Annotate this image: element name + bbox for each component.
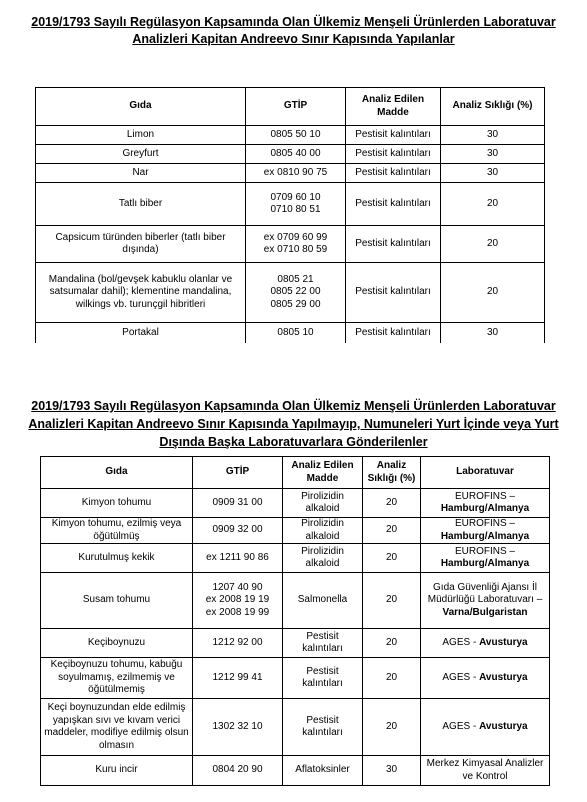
lab-location: Avusturya: [479, 720, 528, 732]
cell-laboratuvar: [421, 544, 550, 573]
cell-gtip: 1302 32 10: [193, 699, 283, 756]
cell-siklik: 20: [363, 518, 421, 544]
cell-siklik: 20: [441, 183, 545, 226]
cell-madde: Pestisit kalıntıları: [346, 263, 441, 323]
cell-madde: Pestisit kalıntıları: [283, 699, 363, 756]
cell-siklik: 20: [363, 489, 421, 518]
cell-siklik: 30: [363, 756, 421, 786]
cell-gida: Mandalina (bol/gevşek kabuklu olanlar ve satsumalar dahil); klementine mandalina, wilkings vb. turunçgil hibritleri: [36, 263, 246, 323]
table-row: [41, 573, 550, 629]
lab-location: Varna/Bulgaristan: [442, 606, 528, 618]
gtip-code: ex 0710 80 59: [263, 244, 328, 255]
cell-gtip: 0804 20 90: [193, 756, 283, 786]
cell-laboratuvar: [421, 518, 550, 544]
cell-madde: Pirolizidin alkaloid: [283, 518, 363, 544]
section2-title-line1: 2019/1793 Sayılı Regülasyon Kapsamında Olan Ülkemiz Menşeli Ürünlerden Laboratuvar: [31, 399, 556, 413]
cell-siklik: 30: [441, 164, 545, 183]
lab-location: Hamburg/Almanya: [440, 530, 530, 542]
cell-gida: Keçiboynuzu: [41, 629, 193, 658]
cell-madde: Pestisit kalıntıları: [346, 164, 441, 183]
gtip-code: ex 2008 19 99: [205, 606, 270, 618]
cell-gida: Kuru incir: [41, 756, 193, 786]
section1-title: [10, 14, 577, 48]
header-siklik: Analiz Sıklığı (%): [363, 457, 421, 489]
table-row: [36, 164, 545, 183]
cell-gida: Nar: [36, 164, 246, 183]
cell-madde: Pestisit kalıntıları: [346, 323, 441, 343]
section1-title-line1: 2019/1793 Sayılı Regülasyon Kapsamında Olan Ülkemiz Menşeli Ürünlerden Laboratuvar: [31, 15, 556, 29]
lab-name: AGES -: [442, 636, 477, 648]
table-header-row: [41, 457, 550, 489]
lab-name: EUROFINS –: [454, 545, 515, 557]
lab-location: Hamburg/Almanya: [440, 558, 530, 569]
lab-name: AGES -: [442, 671, 477, 683]
cell-madde: Pirolizidin alkaloid: [283, 544, 363, 573]
table-row: [36, 183, 545, 226]
section2-title: [10, 397, 577, 451]
table-row: [36, 226, 545, 263]
header-madde: Analiz Edilen Madde: [283, 457, 363, 489]
lab-name: AGES -: [442, 720, 477, 732]
cell-madde: Aflatoksinler: [283, 756, 363, 786]
cell-gida: Limon: [36, 126, 246, 145]
gtip-code: 0805 29 00: [270, 298, 321, 310]
cell-laboratuvar: [421, 573, 550, 629]
gtip-code: 0805 21: [277, 273, 314, 285]
analysis-table-border: [35, 87, 545, 343]
cell-gtip: [246, 263, 346, 323]
gtip-code: ex 0709 60 99: [263, 231, 328, 243]
cell-madde: Pestisit kalıntıları: [283, 629, 363, 658]
table-row: [41, 518, 550, 544]
cell-siklik: 20: [363, 629, 421, 658]
cell-madde: Pestisit kalıntıları: [346, 226, 441, 263]
cell-gtip: [246, 183, 346, 226]
cell-madde: Pestisit kalıntıları: [346, 126, 441, 145]
table-row: [36, 145, 545, 164]
header-laboratuvar: Laboratuvar: [421, 457, 550, 489]
header-madde: Analiz Edilen Madde: [346, 88, 441, 126]
cell-siklik: 20: [363, 699, 421, 756]
cell-madde: Pestisit kalıntıları: [346, 145, 441, 164]
cell-gida: Kimyon tohumu, ezilmiş veya öğütülmüş: [41, 518, 193, 544]
cell-siklik: 20: [363, 544, 421, 573]
cell-gida: Capsicum türünden biberler (tatlı biber dışında): [36, 226, 246, 263]
cell-gtip: ex 1211 90 86: [193, 544, 283, 573]
table-row: [41, 629, 550, 658]
cell-laboratuvar: [421, 629, 550, 658]
cell-gida: Kurutulmuş kekik: [41, 544, 193, 573]
table-row: [41, 544, 550, 573]
cell-gtip: 1212 99 41: [193, 658, 283, 699]
header-gtip: GTİP: [246, 88, 346, 126]
lab-location: Hamburg/Almanya: [440, 503, 530, 514]
section2-title-line2: Analizleri Kapitan Andreevo Sınır Kapısında Yapılmayıp, Numuneleri Yurt İçinde veya Yurt: [28, 417, 559, 431]
cell-gtip: ex 0810 90 75: [246, 164, 346, 183]
cell-gtip: 1212 92 00: [193, 629, 283, 658]
cell-siklik: 30: [441, 126, 545, 145]
cell-siklik: 20: [441, 226, 545, 263]
table-row: [36, 263, 545, 323]
cell-gtip: [246, 226, 346, 263]
table-row: [41, 489, 550, 518]
cell-gida: Greyfurt: [36, 145, 246, 164]
cell-siklik: 20: [363, 658, 421, 699]
table-row: [36, 126, 545, 145]
cell-laboratuvar: [421, 658, 550, 699]
lab-referral-table: [40, 456, 550, 786]
table-row: [41, 699, 550, 756]
cell-siklik: 30: [441, 323, 545, 343]
cell-siklik: 20: [441, 263, 545, 323]
lab-name: Gıda Güvenliği Ajansı İl Müdürlüğü Laboratuvarı –: [427, 581, 543, 606]
table-row: [36, 323, 545, 343]
cell-gida: Susam tohumu: [41, 573, 193, 629]
cell-gtip: 0805 40 00: [246, 145, 346, 164]
cell-madde: Salmonella: [283, 573, 363, 629]
cell-gtip: 0909 32 00: [193, 518, 283, 544]
lab-name: EUROFINS –: [454, 490, 515, 502]
header-gida: Gıda: [36, 88, 246, 126]
lab-name: Merkez Kimyasal Analizler ve Kontrol: [426, 758, 544, 782]
gtip-code: 0710 80 51: [270, 204, 321, 215]
cell-gida: Kimyon tohumu: [41, 489, 193, 518]
cell-madde: Pestisit kalıntıları: [346, 183, 441, 226]
cell-laboratuvar: [421, 756, 550, 786]
section2-title-line3: Dışında Başka Laboratuvarlara Gönderilenler: [159, 435, 428, 449]
table-row: [41, 658, 550, 699]
cell-gida: Keçiboynuzu tohumu, kabuğu soyulmamış, ezilmemiş ve öğütülmemiş: [41, 658, 193, 699]
section1-title-line2: Analizleri Kapitan Andreevo Sınır Kapısında Yapılanlar: [132, 32, 455, 46]
cell-madde: Pestisit kalıntıları: [283, 658, 363, 699]
table-header-row: [36, 88, 545, 126]
table-row: [41, 756, 550, 786]
gtip-code: 0709 60 10: [270, 191, 321, 203]
cell-gtip: 0805 50 10: [246, 126, 346, 145]
cell-gida: Portakal: [36, 323, 246, 343]
cell-siklik: 20: [363, 573, 421, 629]
cell-laboratuvar: [421, 699, 550, 756]
cell-gida: Keçi boynuzundan elde edilmiş yapışkan sıvı ve kıvam verici maddeler, modifiye edilmiş olsun olmasın: [41, 699, 193, 756]
header-gtip: GTİP: [193, 457, 283, 489]
cell-siklik: 30: [441, 145, 545, 164]
cell-madde: Pirolizidin alkaloid: [283, 489, 363, 518]
cell-gtip: [193, 573, 283, 629]
gtip-code: 0805 22 00: [270, 286, 321, 298]
lab-location: Avusturya: [479, 671, 528, 683]
gtip-code: ex 2008 19 19: [205, 594, 270, 606]
cell-gida: Tatlı biber: [36, 183, 246, 226]
cell-gtip: 0909 31 00: [193, 489, 283, 518]
header-gida: Gıda: [41, 457, 193, 489]
lab-location: Avusturya: [479, 636, 528, 648]
cell-gtip: 0805 10: [246, 323, 346, 343]
cell-laboratuvar: [421, 489, 550, 518]
gtip-code: 1207 40 90: [212, 581, 263, 593]
header-siklik: Analiz Sıklığı (%): [441, 88, 545, 126]
lab-name: EUROFINS –: [454, 518, 515, 529]
